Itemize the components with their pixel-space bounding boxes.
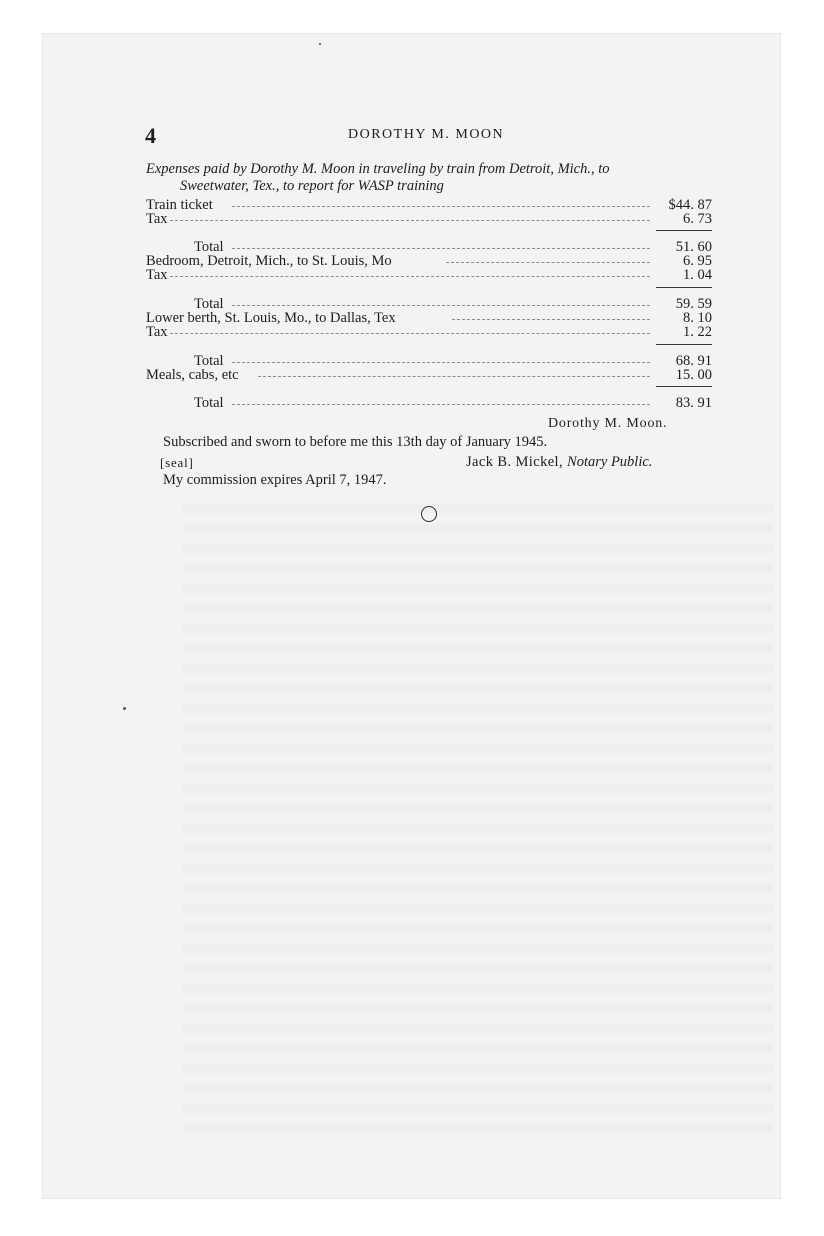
sum-rule xyxy=(656,386,712,387)
expense-amount: 15. 00 xyxy=(675,367,712,383)
expense-row-tax xyxy=(146,324,712,340)
total-label: Total xyxy=(194,395,224,411)
leader-dots xyxy=(232,362,650,363)
expense-amount: 1. 22 xyxy=(683,324,712,340)
total-amount: 51. 60 xyxy=(675,239,712,255)
expense-amount: $44. 87 xyxy=(668,197,712,213)
leader-dots xyxy=(170,333,650,334)
expense-row-meals xyxy=(146,367,712,383)
expense-label: Tax xyxy=(146,211,168,227)
leader-dots xyxy=(170,276,650,277)
notary-name: Jack B. Mickel, xyxy=(466,454,564,470)
jurat-statement: Subscribed and sworn to before me this 13th day of January 1945. xyxy=(163,434,548,450)
expense-amount: 1. 04 xyxy=(683,267,712,283)
expense-row-tax xyxy=(146,267,712,283)
sum-rule xyxy=(656,287,712,288)
grand-total-amount: 83. 91 xyxy=(675,395,712,411)
notary-title: Notary Public. xyxy=(567,454,653,470)
bleed-through-text xyxy=(183,504,773,1144)
expense-label: Bedroom, Detroit, Mich., to St. Louis, Mo xyxy=(146,253,392,269)
page-number: 4 xyxy=(145,123,156,148)
ink-speck xyxy=(123,707,126,710)
seal-mark: [seal] xyxy=(160,455,194,470)
total-label: Total xyxy=(194,296,224,312)
expense-row-grand-total xyxy=(146,395,712,411)
running-head: DOROTHY M. MOON xyxy=(348,127,505,142)
expense-label: Train ticket xyxy=(146,197,213,213)
total-label: Total xyxy=(194,239,224,255)
total-amount: 68. 91 xyxy=(675,353,712,369)
expense-amount: 6. 73 xyxy=(683,211,712,227)
expense-label: Tax xyxy=(146,267,168,283)
signature-line: Dorothy M. Moon. xyxy=(548,416,668,431)
sum-rule xyxy=(656,230,712,231)
expense-label: Meals, cabs, etc xyxy=(146,367,239,383)
caption-line-2: Sweetwater, Tex., to report for WASP training xyxy=(180,178,444,194)
expense-amount: 6. 95 xyxy=(683,253,712,269)
sum-rule xyxy=(656,344,712,345)
expense-amount: 8. 10 xyxy=(683,310,712,326)
expense-caption xyxy=(146,161,712,195)
leader-dots xyxy=(170,220,650,221)
total-amount: 59. 59 xyxy=(675,296,712,312)
leader-dots xyxy=(232,248,650,249)
expense-row-tax xyxy=(146,211,712,227)
punch-hole-mark xyxy=(421,506,437,522)
commission-expiry: My commission expires April 7, 1947. xyxy=(163,472,387,488)
leader-dots xyxy=(232,404,650,405)
expense-label: Tax xyxy=(146,324,168,340)
expense-label: Lower berth, St. Louis, Mo., to Dallas, Tex xyxy=(146,310,396,326)
ink-speck xyxy=(319,43,321,45)
leader-dots xyxy=(446,262,650,263)
total-label: Total xyxy=(194,353,224,369)
caption-line-1: Expenses paid by Dorothy M. Moon in traveling by train from Detroit, Mich., to xyxy=(146,161,610,177)
leader-dots xyxy=(232,206,650,207)
leader-dots xyxy=(452,319,650,320)
leader-dots xyxy=(258,376,650,377)
notary-signature xyxy=(466,454,652,471)
leader-dots xyxy=(232,305,650,306)
